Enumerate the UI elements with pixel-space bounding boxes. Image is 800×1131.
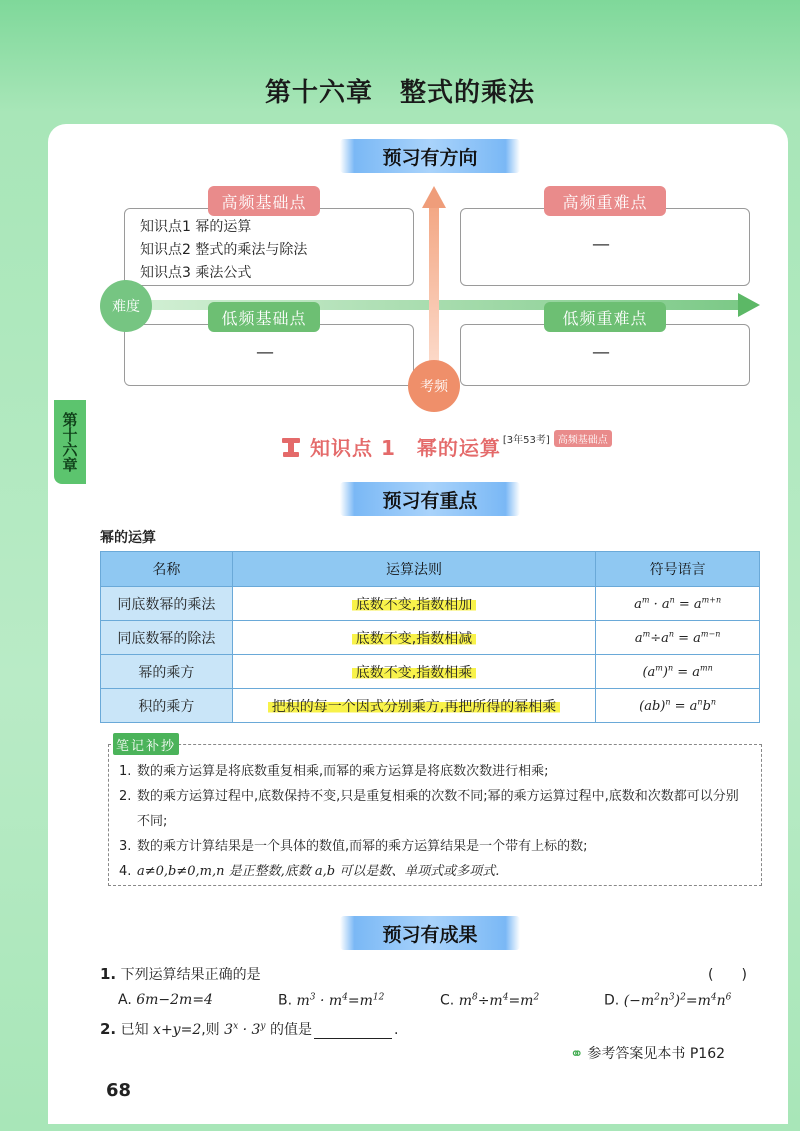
option-b[interactable]: B. $m^3 \cdot m^4=m^{12}$ [278,992,385,1009]
knowledge-point-frequency: [3年53考] [502,435,550,446]
row-symbol: $(a^m)^n = a^{mn}$ [596,655,760,689]
chapter-side-tab: 第十六章 [54,400,86,484]
rule-text: 底数不变,指数相加 [352,597,476,613]
header-rule: 运算法则 [232,552,595,587]
rule-text: 底数不变,指数相乘 [352,665,476,681]
low-difficult-empty: — [592,342,610,363]
tag-high-basic: 高频基础点 [208,186,320,216]
note-item: 1. 数的乘方运算是将底数重复相乘,而幂的乘方运算是将底数次数进行相乘; [119,764,549,779]
difficulty-arrow-icon [738,293,760,317]
page-number: 68 [106,1080,132,1101]
chapter-title: 第十六章 整式的乘法 [264,78,535,108]
question-number: 2. [100,1020,117,1038]
option-d[interactable]: D. $(-m^2n^3)^2=m^4n^6$ [604,992,732,1009]
tag-low-basic: 低频基础点 [208,302,320,332]
banner-direction: 预习有方向 [340,139,520,173]
rule-text: 底数不变,指数相减 [352,631,476,647]
question-2: 2. 已知 x+y=2,则 $3^x \cdot 3^y$ 的值是 . [100,1020,399,1038]
knowledge-point-title: 知识点 1 幂的运算 [310,436,501,460]
row-rule [232,587,595,621]
row-symbol: $(ab)^n = a^nb^n$ [596,689,760,723]
banner-results: 预习有成果 [340,916,520,950]
answer-reference [570,1043,725,1063]
knowledge-point-badge: 高频基础点 [554,430,612,447]
table-row [101,621,760,655]
power-rules-table [100,551,760,723]
row-rule [232,689,595,723]
header-name: 名称 [101,552,233,587]
row-name: 积的乘方 [101,689,233,723]
tag-high-difficult: 高频重难点 [544,186,666,216]
answer-paren: ( ) [708,967,747,983]
row-name: 同底数幂的除法 [101,621,233,655]
row-rule [232,655,595,689]
kp-item-3: 知识点3 乘法公式 [140,265,252,281]
row-symbol: $a^m \cdot a^n = a^{m+n}$ [596,587,760,621]
question-1 [100,964,261,984]
option-a[interactable]: A. 6m−2m=4 [118,992,213,1008]
table-row [101,655,760,689]
banner-focus: 预习有重点 [340,482,520,516]
option-c[interactable]: C. $m^8\div m^4=m^2$ [440,992,540,1009]
kp-item-2: 知识点2 整式的乘法与除法 [140,242,308,258]
link-icon: ⚭ [570,1043,584,1063]
frequency-label: 考频 [408,360,460,412]
row-name: 同底数幂的乘法 [101,587,233,621]
answer-blank[interactable] [314,1025,392,1039]
row-symbol: $a^m\div a^n = a^{m-n}$ [596,621,760,655]
notes-box [108,744,762,886]
answer-reference-text: 参考答案见本书 P162 [587,1046,726,1062]
kp-item-1: 知识点1 幂的运算 [140,219,252,235]
question-text: 下列运算结果正确的是 [120,967,261,983]
low-basic-empty: — [256,342,274,363]
knowledge-point-heading [280,432,612,461]
note-item: 4. a≠0,b≠0,m,n 是正整数,底数 a,b 可以是数、单项式或多项式. [119,864,500,879]
header-symbol: 符号语言 [596,552,760,587]
rule-text: 把积的每一个因式分别乘方,再把所得的幂相乘 [268,699,560,715]
row-name: 幂的乘方 [101,655,233,689]
frequency-arrow-icon [422,186,446,208]
section-label: 幂的运算 [100,530,156,546]
table-header-row [101,552,760,587]
notes-tag: 笔记补抄 [113,733,179,755]
frequency-axis [429,205,439,385]
pillar-icon [280,436,302,458]
question-number: 1. [100,965,117,983]
row-rule [232,621,595,655]
note-item: 2. 数的乘方运算过程中,底数保持不变,只是重复相乘的次数不同;幂的乘方运算过程中,底数和次数都可以分别不同; [119,789,739,829]
table-row [101,689,760,723]
tag-low-difficult: 低频重难点 [544,302,666,332]
high-difficult-empty: — [592,234,610,255]
table-row [101,587,760,621]
note-item: 3. 数的乘方计算结果是一个具体的数值,而幂的乘方运算结果是一个带有上标的数; [119,839,588,854]
difficulty-label: 难度 [100,280,152,332]
